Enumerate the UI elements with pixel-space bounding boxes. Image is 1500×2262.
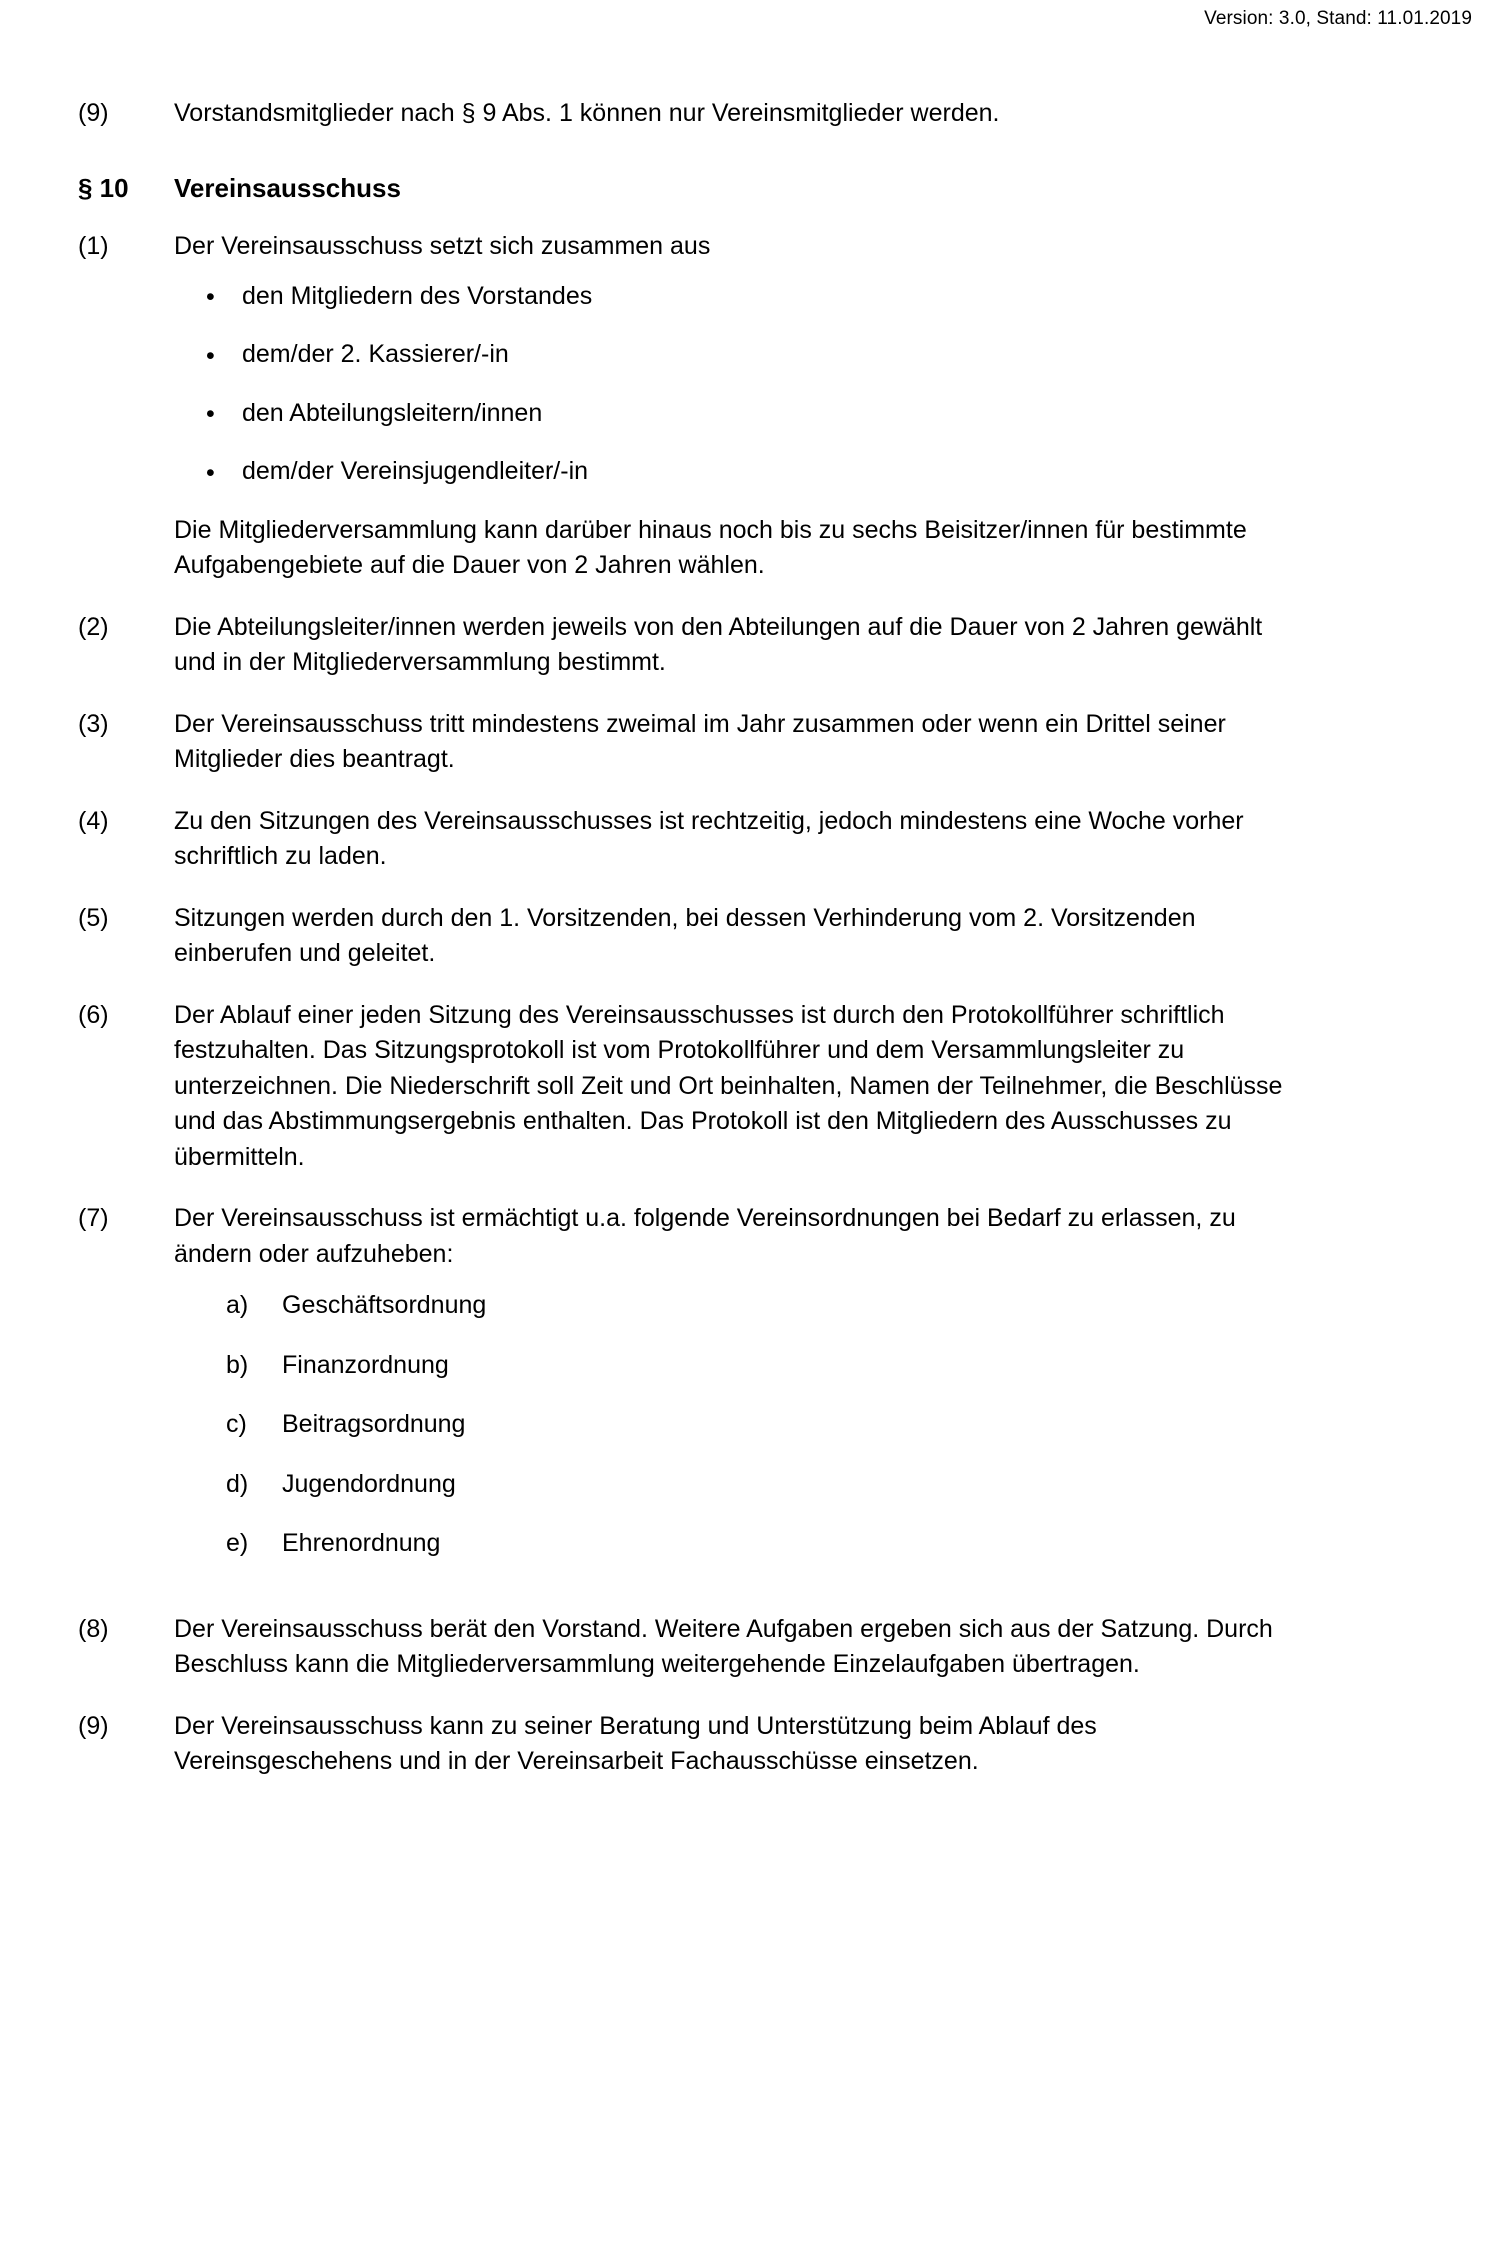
paragraph-text: Der Vereinsausschuss ist ermächtigt u.a. folgende Vereinsordnungen bei Bedarf zu erlassen, zu ändern oder aufzuheben:	[174, 1204, 1236, 1268]
list-item-label: Geschäftsordnung	[282, 1291, 487, 1320]
paragraph-marker: (7)	[78, 1204, 109, 1233]
paragraph-marker: (9)	[78, 99, 109, 127]
bullet-dot-icon: •	[206, 458, 215, 487]
paragraph-text: Der Vereinsausschuss kann zu seiner Beratung und Unterstützung beim Ablauf des Vereinsgeschehens und in der Vereinsarbeit Fachausschüsse einsetzen.	[174, 1711, 1097, 1776]
list-item	[174, 396, 1304, 432]
section-title: Vereinsausschuss	[174, 172, 401, 203]
document-version-header: Version: 3.0, Stand: 11.01.2019	[1204, 8, 1472, 29]
list-item	[174, 279, 1304, 315]
list-item-label: Finanzordnung	[282, 1350, 449, 1379]
paragraph-marker: (4)	[78, 806, 109, 835]
paragraph-8	[78, 1612, 1440, 1683]
list-item-label: dem/der Vereinsjugendleiter/-in	[242, 457, 589, 486]
paragraph-marker: (6)	[78, 1000, 109, 1029]
list-item	[174, 454, 1304, 490]
bullet-dot-icon: •	[206, 283, 215, 312]
paragraph-marker: (9)	[78, 1711, 109, 1740]
paragraph-text: Die Abteilungsleiter/innen werden jeweils von den Abteilungen auf die Dauer von 2 Jahren gewählt und in der Mitgliederversammlung bestimmt.	[174, 612, 1263, 677]
paragraph-text: Der Vereinsausschuss berät den Vorstand. Weitere Aufgaben ergeben sich aus der Satzung. Durch Beschluss kann die Mitgliederversammlung weitergehende Einzelaufgaben übertragen.	[174, 1614, 1273, 1679]
list-item-marker: b)	[226, 1350, 249, 1379]
paragraph-marker: (3)	[78, 709, 109, 738]
list-item	[174, 1407, 1304, 1443]
paragraph-marker: (5)	[78, 903, 109, 932]
paragraph-3	[78, 707, 1440, 778]
list-item-marker: e)	[226, 1529, 249, 1558]
paragraph-marker: (2)	[78, 612, 109, 641]
list-item	[174, 1348, 1304, 1384]
lettered-list	[174, 1288, 1304, 1562]
list-item-marker: c)	[226, 1410, 247, 1439]
paragraph-5	[78, 901, 1440, 972]
paragraph-text: Der Ablauf einer jeden Sitzung des Vereinsausschusses ist durch den Protokollführer schriftlich festzuhalten. Das Sitzungsprotokoll ist vom Protokollführer und dem Versammlungsleiter zu unterzeichnen. Die Niederschrift soll Zeit und Ort beinhalten, Namen der Teilnehmer, die Beschlüsse und das Abstimmungsergebnis enthalten. Das Protokoll ist den Mitgliedern des Ausschusses zu übermitteln.	[174, 1000, 1283, 1171]
list-item	[174, 1467, 1304, 1503]
bullet-list	[174, 279, 1304, 490]
list-item-label: Beitragsordnung	[282, 1410, 466, 1439]
list-item-label: Jugendordnung	[282, 1469, 456, 1498]
list-item-marker: a)	[226, 1291, 249, 1320]
paragraph-2	[78, 610, 1440, 681]
paragraph-prev-9	[78, 96, 1440, 132]
paragraph-text: Zu den Sitzungen des Vereinsausschusses ist rechtzeitig, jedoch mindestens eine Woche vorher schriftlich zu laden.	[174, 806, 1244, 871]
page-bottom-spacer	[78, 1806, 1440, 1986]
list-item-label: den Mitgliedern des Vorstandes	[242, 281, 593, 310]
paragraph-4	[78, 804, 1440, 875]
paragraph-text: Der Vereinsausschuss tritt mindestens zweimal im Jahr zusammen oder wenn ein Drittel seiner Mitglieder dies beantragt.	[174, 709, 1226, 774]
list-item-marker: d)	[226, 1469, 249, 1498]
paragraph-6	[78, 998, 1440, 1176]
paragraph-7	[78, 1201, 1440, 1586]
paragraph-body	[174, 229, 1304, 584]
paragraph-marker: (8)	[78, 1614, 109, 1643]
paragraph-continuation-text: Die Mitgliederversammlung kann darüber hinaus noch bis zu sechs Beisitzer/innen für bestimmte Aufgabengebiete auf die Dauer von 2 Jahren wählen.	[174, 515, 1247, 580]
bullet-dot-icon: •	[206, 400, 215, 429]
paragraph-1	[78, 229, 1440, 584]
section-heading	[78, 172, 1440, 206]
list-item-label: dem/der 2. Kassierer/-in	[242, 340, 509, 369]
paragraph-text: Vorstandsmitglieder nach § 9 Abs. 1 können nur Vereinsmitglieder werden.	[174, 99, 1000, 127]
bullet-dot-icon: •	[206, 341, 215, 370]
list-item-label: den Abteilungsleitern/innen	[242, 398, 543, 427]
list-item-label: Ehrenordnung	[282, 1529, 441, 1558]
paragraph-9	[78, 1709, 1440, 1780]
section-number: § 10	[78, 172, 129, 203]
paragraph-body	[174, 1201, 1304, 1586]
paragraph-text: Der Vereinsausschuss setzt sich zusammen aus	[174, 232, 711, 261]
paragraph-marker: (1)	[78, 232, 109, 261]
paragraph-text: Sitzungen werden durch den 1. Vorsitzenden, bei dessen Verhinderung vom 2. Vorsitzenden einberufen und geleitet.	[174, 903, 1196, 968]
list-item	[174, 337, 1304, 373]
list-item	[174, 1526, 1304, 1562]
list-item	[174, 1288, 1304, 1324]
